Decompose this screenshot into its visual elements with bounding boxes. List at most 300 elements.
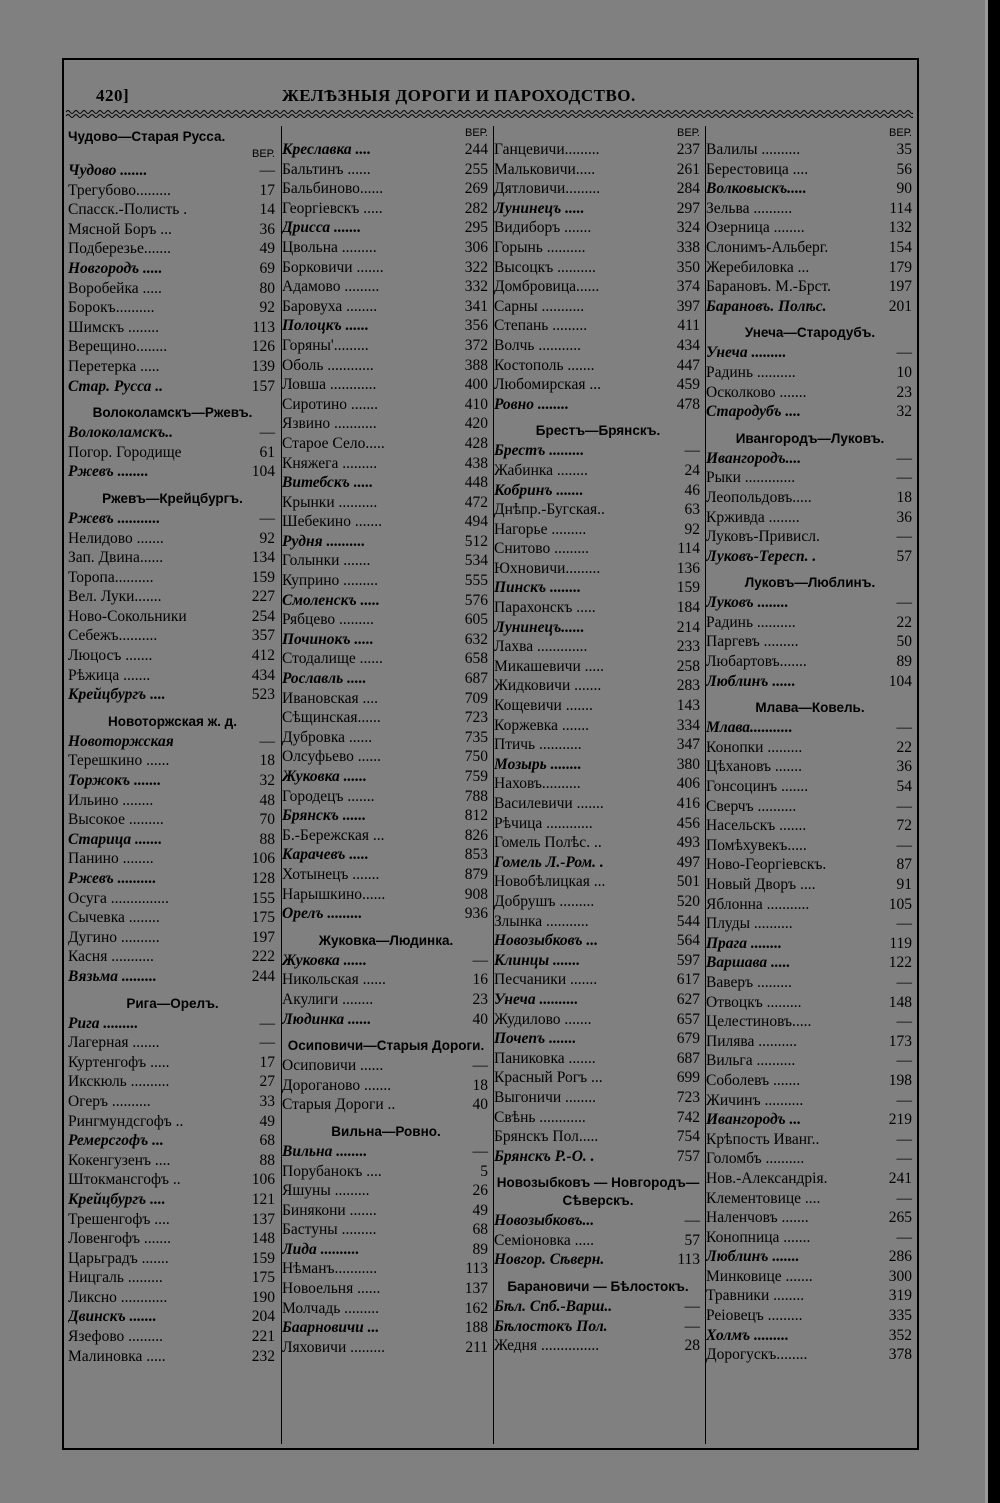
station-name: Видиборъ ....... [494, 219, 592, 237]
station-distance: 319 [888, 1287, 912, 1305]
station-row [68, 849, 277, 869]
station-name: Икскюль .......... [68, 1073, 170, 1091]
station-distance: 347 [676, 736, 700, 754]
station-row [706, 1286, 914, 1306]
station-name: Бастуны ......... [282, 1221, 377, 1239]
station-distance: 258 [676, 657, 700, 675]
station-row [282, 1142, 490, 1162]
station-row [706, 953, 914, 973]
station-distance: 295 [464, 219, 488, 237]
station-name: Добрушъ ......... [494, 892, 595, 910]
station-distance: 255 [464, 160, 488, 178]
station-name: Борокъ.......... [68, 299, 155, 317]
station-name: Радинь .......... [706, 363, 796, 381]
station-name: Ганцевичи......... [494, 141, 600, 158]
station-row [68, 1033, 277, 1053]
route-title: Ржевъ—Крейцбургъ. [102, 490, 243, 506]
station-name: Карачевъ ..... [282, 846, 369, 864]
station-row [68, 1327, 277, 1347]
station-distance: 908 [464, 885, 488, 903]
station-name: Реіовецъ ......... [706, 1307, 803, 1325]
station-row [494, 990, 702, 1010]
station-distance: 88 [259, 830, 275, 848]
station-name: Старыя Дороги .. [282, 1096, 396, 1114]
station-row [494, 931, 702, 951]
station-row [494, 794, 702, 814]
station-distance: 411 [677, 317, 700, 335]
station-name: Рябцево ......... [282, 611, 374, 629]
station-row [706, 797, 914, 817]
station-name: Креславка .... [282, 141, 372, 158]
station-row [706, 1228, 914, 1248]
station-name: Люцосъ ....... [68, 647, 153, 665]
station-row [282, 297, 490, 317]
station-row [494, 1068, 702, 1088]
station-distance: 16 [472, 971, 488, 989]
station-name: Высокое ......... [68, 811, 164, 829]
station-row [494, 1297, 702, 1317]
station-name: Городецъ ....... [282, 787, 375, 805]
station-distance: 61 [259, 443, 275, 461]
station-distance: 448 [464, 474, 488, 492]
station-distance: 826 [464, 826, 488, 844]
station-row [706, 363, 914, 383]
station-name: Ляховичи ......... [282, 1338, 386, 1356]
station-row [68, 607, 277, 627]
route-title: Новозыбковъ — Новгородъ—Сѣверскъ. [496, 1175, 700, 1209]
station-distance: 70 [259, 811, 275, 829]
station-distance: 17 [259, 181, 275, 199]
station-row [706, 1345, 914, 1365]
station-row [68, 1112, 277, 1132]
station-name: Рославль ..... [282, 670, 367, 688]
station-name: Ивановская .... [282, 689, 379, 707]
station-row [494, 395, 702, 415]
station-name: Наховъ.......... [494, 775, 581, 793]
station-distance: 388 [464, 356, 488, 374]
station-name: Горынь .......... [494, 238, 586, 256]
station-distance: 434 [676, 336, 700, 354]
station-distance: 555 [464, 572, 488, 590]
station-name: Соболевъ ....... [706, 1071, 801, 1089]
route-title: Жуковка—Людинка. [318, 932, 454, 948]
station-name: Лунинецъ ..... [494, 199, 585, 217]
station-row [282, 199, 490, 219]
station-name: Голынки ....... [282, 552, 371, 570]
station-name: Ницгаль ......... [68, 1269, 163, 1287]
route-section [68, 126, 277, 396]
station-name: Барановъ. М.-Брст. [706, 278, 831, 296]
station-name: Касня ........... [68, 948, 154, 966]
station-row [494, 199, 702, 219]
station-name: Б.-Бережская ... [282, 826, 385, 844]
station-distance: 204 [251, 1308, 275, 1326]
station-row [494, 970, 702, 990]
station-name: Валилы .......... [706, 141, 801, 158]
station-name: Унеча ......... [706, 344, 787, 362]
station-name: Крейцбургъ .... [68, 1190, 166, 1208]
station-distance: — [896, 469, 912, 487]
station-name: Нѣманъ........... [282, 1260, 378, 1278]
station-distance: 92 [259, 299, 275, 317]
station-name: Мясной Боръ ... [68, 220, 172, 238]
station-row [282, 316, 490, 336]
station-name: Новоельня ...... [282, 1280, 381, 1298]
station-name: Новгородъ ..... [68, 259, 163, 277]
station-distance: 501 [676, 873, 700, 891]
station-name: Луковъ ........ [706, 594, 789, 612]
station-distance: — [259, 424, 275, 442]
station-name: Вел. Луки....... [68, 588, 162, 606]
station-row [282, 1162, 490, 1182]
station-name: Радинь .......... [706, 613, 796, 631]
station-row [282, 747, 490, 767]
station-row [494, 218, 702, 238]
station-row [706, 488, 914, 508]
station-distance: 40 [472, 1010, 488, 1028]
station-name: Красный Рогъ ... [494, 1069, 603, 1087]
station-row [282, 806, 490, 826]
station-name: Бѣл. Спб.-Варш.. [494, 1298, 613, 1316]
station-row [282, 1259, 490, 1279]
station-name: Млава........... [706, 719, 793, 737]
station-name: Борковичи ....... [282, 258, 384, 276]
station-distance: 754 [676, 1128, 700, 1146]
station-name: Терешкино ...... [68, 752, 170, 770]
station-name: Ржевъ ........... [68, 509, 161, 527]
station-row [494, 637, 702, 657]
station-distance: 297 [676, 199, 700, 217]
station-distance: — [472, 1057, 488, 1075]
station-distance: 378 [888, 1346, 912, 1364]
spine-bar [988, 0, 1000, 1503]
station-distance: 36 [896, 508, 912, 526]
station-row [282, 140, 490, 160]
station-row [494, 539, 702, 559]
station-name: Цѣхановъ ....... [706, 758, 803, 776]
station-name: Жичинъ .......... [706, 1091, 804, 1109]
station-row [68, 1229, 277, 1249]
station-distance: — [896, 594, 912, 612]
station-name: Леопольдовъ..... [706, 488, 812, 506]
station-row [706, 855, 914, 875]
station-name: Луковъ-Привисл. [706, 528, 820, 546]
station-row [68, 1014, 277, 1034]
station-distance: 658 [464, 650, 488, 668]
station-row [494, 951, 702, 971]
station-name: Бинякони ....... [282, 1201, 377, 1219]
station-row [68, 1072, 277, 1092]
station-name: Брянскъ ...... [282, 807, 367, 825]
station-distance: 87 [896, 856, 912, 874]
station-name: Голомбъ .......... [706, 1150, 805, 1168]
station-name: Подберезье....... [68, 240, 171, 258]
route-section [706, 691, 914, 1365]
route-title: Луковъ—Люблинъ. [744, 575, 876, 591]
station-row [68, 1307, 277, 1327]
station-name: Пинскъ ........ [494, 579, 582, 597]
station-name: Волчь ........... [494, 336, 581, 354]
station-distance: 657 [676, 1010, 700, 1028]
station-distance: 214 [676, 618, 700, 636]
station-name: Перетерка ..... [68, 357, 160, 375]
station-name: Смоленскъ ..... [282, 591, 380, 609]
station-row [282, 1299, 490, 1319]
station-name: Паниковка ....... [494, 1049, 596, 1067]
station-name: Любомирская ... [494, 376, 601, 394]
station-name: Волковыскъ..... [706, 180, 807, 198]
station-name: Спасск.-Полисть . [68, 201, 188, 219]
station-row [68, 161, 277, 181]
station-distance: 54 [896, 778, 912, 796]
station-row [494, 735, 702, 755]
station-distance: 32 [259, 772, 275, 790]
station-row [282, 865, 490, 885]
station-name: Наленчовъ ....... [706, 1209, 809, 1227]
station-row [282, 551, 490, 571]
station-row [494, 853, 702, 873]
station-name: Гомель Л.-Ром. . [494, 853, 604, 871]
station-distance: 324 [676, 219, 700, 237]
station-distance: 397 [676, 297, 700, 315]
station-row [68, 1268, 277, 1288]
station-name: Новобѣлицкая ... [494, 873, 606, 891]
station-distance: 148 [888, 993, 912, 1011]
station-row [494, 1049, 702, 1069]
station-row [68, 908, 277, 928]
station-distance: 89 [472, 1240, 488, 1258]
station-row [282, 238, 490, 258]
station-row [706, 934, 914, 954]
station-row [494, 559, 702, 579]
station-distance: 10 [896, 363, 912, 381]
station-name: Осиповичи ...... [282, 1057, 384, 1075]
station-row [706, 1032, 914, 1052]
station-row [494, 461, 702, 481]
station-distance: 114 [677, 540, 700, 558]
station-row [68, 751, 277, 771]
station-distance: — [259, 1014, 275, 1032]
station-name: Новгор. Сѣверн. [494, 1251, 605, 1269]
versts-heading: ВЕР. [252, 148, 275, 160]
station-distance: 335 [888, 1307, 912, 1325]
station-name: Витебскъ ..... [282, 474, 374, 492]
station-row [68, 626, 277, 646]
station-name: Жуковка ...... [282, 768, 367, 785]
station-name: Погор. Городище [68, 443, 182, 461]
station-distance: 564 [676, 932, 700, 950]
station-distance: 139 [251, 357, 275, 375]
station-distance: 232 [251, 1347, 275, 1365]
station-distance: 137 [464, 1280, 488, 1298]
station-distance: 197 [888, 278, 912, 296]
station-name: Конопница ....... [706, 1228, 811, 1246]
station-row [494, 696, 702, 716]
station-row [68, 830, 277, 850]
station-name: Бальбиново...... [282, 180, 384, 198]
station-row [706, 1091, 914, 1111]
station-distance: 788 [464, 787, 488, 805]
station-distance: 699 [676, 1069, 700, 1087]
station-row [494, 356, 702, 376]
station-row [282, 375, 490, 395]
station-row [706, 160, 914, 180]
station-name: Шебекино ....... [282, 513, 382, 531]
station-distance: — [684, 1212, 700, 1230]
station-distance: 472 [464, 493, 488, 511]
station-row [494, 657, 702, 677]
station-row [494, 1108, 702, 1128]
station-row [706, 816, 914, 836]
station-name: Клементовице .... [706, 1189, 821, 1207]
route-section [282, 924, 490, 1029]
station-row [282, 179, 490, 199]
station-name: Помѣхувекъ..... [706, 836, 807, 854]
station-row [68, 646, 277, 666]
station-row [282, 951, 490, 971]
station-row [706, 343, 914, 363]
station-row [68, 947, 277, 967]
station-row [68, 1210, 277, 1230]
station-name: Дрисса ....... [282, 219, 362, 237]
station-row [68, 666, 277, 686]
station-row [282, 1240, 490, 1260]
station-name: Торопа.......... [68, 568, 154, 586]
station-row [282, 395, 490, 415]
station-name: Себежъ.......... [68, 627, 158, 645]
station-row [494, 1336, 702, 1356]
station-distance: 406 [676, 775, 700, 793]
station-name: Отвоцкъ ......... [706, 993, 802, 1011]
station-row [706, 1012, 914, 1032]
station-name: Дороганово ....... [282, 1076, 392, 1094]
station-distance: — [896, 797, 912, 815]
station-distance: 261 [676, 160, 700, 178]
station-row [282, 1095, 490, 1115]
station-row [494, 774, 702, 794]
station-distance: 221 [251, 1328, 275, 1346]
station-distance: 709 [464, 689, 488, 707]
station-distance: 357 [251, 627, 275, 645]
station-name: Жедня ............... [494, 1337, 600, 1355]
station-name: Рыки ............. [706, 469, 796, 487]
station-name: Рѣжица ....... [68, 666, 151, 684]
station-distance: 244 [251, 967, 275, 985]
station-name: Семіоновка ..... [494, 1231, 595, 1249]
station-distance: — [259, 732, 275, 750]
station-name: Жуковка ...... [282, 951, 367, 969]
station-row [282, 434, 490, 454]
station-distance: 350 [676, 258, 700, 276]
station-distance: 104 [888, 672, 912, 690]
station-name: Жудилово ....... [494, 1010, 592, 1028]
station-distance: 936 [464, 905, 488, 923]
station-distance: 5 [480, 1162, 488, 1180]
station-row [282, 845, 490, 865]
station-distance: 49 [259, 240, 275, 258]
station-row [494, 1088, 702, 1108]
station-name: Старица ....... [68, 830, 163, 848]
station-distance: 122 [888, 954, 912, 972]
station-name: Осколково ....... [706, 383, 807, 401]
station-distance: 420 [464, 415, 488, 433]
route-section [282, 1115, 490, 1358]
station-name: Олсуфьево ...... [282, 748, 382, 766]
station-row [494, 375, 702, 395]
station-row [282, 356, 490, 376]
station-row [706, 402, 914, 422]
station-distance: 159 [251, 568, 275, 586]
station-name: Рингмундсгофъ .. [68, 1112, 184, 1130]
station-name: Ивангородъ.... [706, 449, 802, 467]
station-distance: — [896, 344, 912, 362]
station-row [68, 810, 277, 830]
route-section [494, 126, 702, 414]
station-row [706, 613, 914, 633]
station-row [68, 279, 277, 299]
station-row [282, 767, 490, 787]
station-row [706, 875, 914, 895]
station-name: Дорогускъ........ [706, 1346, 808, 1364]
station-distance: 188 [464, 1319, 488, 1337]
station-name: Варшава ..... [706, 954, 791, 972]
station-distance: 23 [896, 383, 912, 401]
station-row [706, 1071, 914, 1091]
station-name: Яшуны ......... [282, 1182, 370, 1200]
station-name: Адамово ......... [282, 278, 380, 296]
station-distance: — [896, 1189, 912, 1207]
station-distance: 400 [464, 376, 488, 394]
station-name: Рига ......... [68, 1014, 139, 1032]
station-name: Новоторжская [68, 732, 174, 750]
station-name: Куртенгофъ ..... [68, 1053, 170, 1071]
station-distance: 237 [676, 141, 700, 158]
station-name: Акулиги ........ [282, 990, 374, 1008]
station-distance: — [896, 973, 912, 991]
station-row [706, 508, 914, 528]
station-distance: 494 [464, 513, 488, 531]
station-name: Кобринъ ....... [494, 481, 584, 499]
route-section [494, 1270, 702, 1356]
route-section [282, 1029, 490, 1115]
station-distance: 175 [251, 1269, 275, 1287]
station-distance: 197 [251, 928, 275, 946]
station-distance: 126 [251, 338, 275, 356]
station-distance: 412 [251, 647, 275, 665]
station-name: Минковице ....... [706, 1267, 813, 1285]
station-row [282, 630, 490, 650]
station-row [282, 512, 490, 532]
station-distance: 46 [684, 481, 700, 499]
station-row [282, 1076, 490, 1096]
station-distance: 159 [676, 579, 700, 597]
station-distance: 723 [464, 709, 488, 727]
station-row [706, 1110, 914, 1130]
station-name: Барановъ. Полѣс. [706, 297, 827, 315]
station-distance: 105 [888, 895, 912, 913]
station-name: Кощевичи ....... [494, 697, 593, 715]
station-distance: 106 [251, 1171, 275, 1189]
station-row [706, 652, 914, 672]
station-row [706, 277, 914, 297]
station-distance: 627 [676, 990, 700, 1008]
station-distance: 14 [259, 201, 275, 219]
station-row [68, 423, 277, 443]
station-distance: 687 [464, 670, 488, 688]
station-row [282, 258, 490, 278]
station-distance: 48 [259, 791, 275, 809]
station-distance: — [896, 1228, 912, 1246]
